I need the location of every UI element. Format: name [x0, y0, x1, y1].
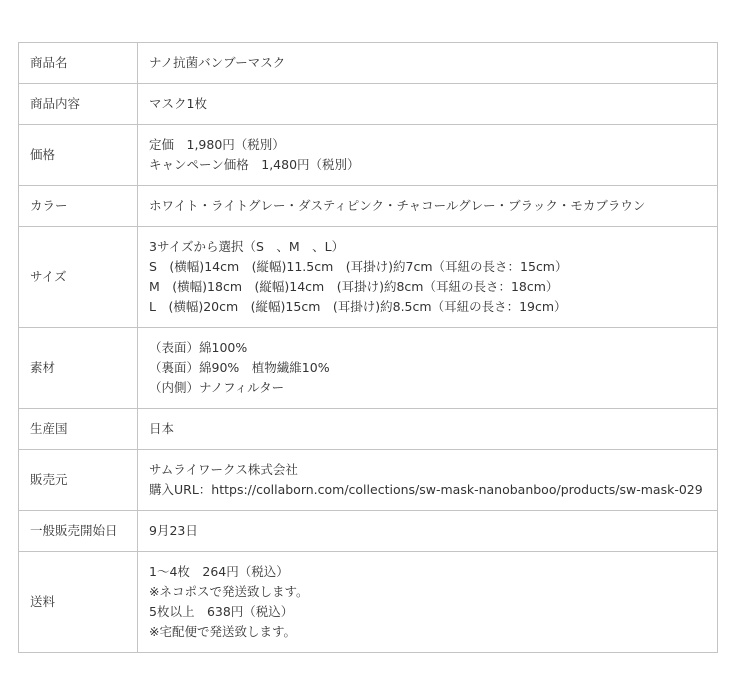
table-row: [19, 84, 718, 125]
row-value: [138, 227, 718, 328]
product-spec-table: [18, 42, 718, 653]
value-line: S (横幅)14cm (縦幅)11.5cm (耳掛け)約7cm（耳紐の長さ：15cm）: [149, 259, 568, 274]
value-line: キャンペーン価格 1,480円（税別）: [149, 157, 360, 172]
purchase-url-text: 購入URL：https://collaborn.com/collections/sw-mask-nanobanboo/products/sw-mask-029: [149, 482, 703, 497]
value-line: ※ネコポスで発送致します。: [149, 584, 309, 599]
value-line: ホワイト・ライトグレー・ダスティピンク・チャコールグレー・ブラック・モカブラウン: [149, 198, 646, 213]
value-line: マスク1枚: [149, 96, 207, 111]
value-line: 5枚以上 638円（税込）: [149, 604, 294, 619]
value-line: ナノ抗菌バンブーマスク: [149, 55, 286, 70]
table-row: [19, 227, 718, 328]
row-label: 商品内容: [19, 84, 138, 125]
table-row: [19, 511, 718, 552]
value-line: （裏面）綿90% 植物繊維10%: [149, 360, 330, 375]
table-row: [19, 125, 718, 186]
row-value: [138, 328, 718, 409]
row-label: 価格: [19, 125, 138, 186]
row-label: カラー: [19, 186, 138, 227]
row-label: 一般販売開始日: [19, 511, 138, 552]
row-value: [138, 450, 718, 511]
row-label: 送料: [19, 552, 138, 653]
row-value: [138, 511, 718, 552]
row-label: 素材: [19, 328, 138, 409]
value-line: 3サイズから選択（S 、M 、L）: [149, 239, 345, 254]
value-line: 1〜4枚 264円（税込）: [149, 564, 289, 579]
row-value: [138, 186, 718, 227]
row-label: サイズ: [19, 227, 138, 328]
table-row: [19, 552, 718, 653]
value-line: ※宅配便で発送致します。: [149, 624, 296, 639]
value-line: 日本: [149, 421, 175, 436]
value-line: L (横幅)20cm (縦幅)15cm (耳掛け)約8.5cm（耳紐の長さ：19cm）: [149, 299, 567, 314]
row-value: [138, 84, 718, 125]
value-line: （表面）綿100%: [149, 340, 248, 355]
row-value: [138, 552, 718, 653]
row-value: [138, 409, 718, 450]
value-line: M (横幅)18cm (縦幅)14cm (耳掛け)約8cm（耳紐の長さ：18cm）: [149, 279, 559, 294]
row-value: [138, 125, 718, 186]
value-line: 9月23日: [149, 523, 198, 538]
row-label: 生産国: [19, 409, 138, 450]
table-row: [19, 409, 718, 450]
table-row: [19, 328, 718, 409]
value-line: （内側）ナノフィルター: [149, 380, 285, 395]
table-row: [19, 450, 718, 511]
table-row: [19, 186, 718, 227]
row-value: [138, 43, 718, 84]
table-row: [19, 43, 718, 84]
value-line: 定価 1,980円（税別）: [149, 137, 285, 152]
value-line: サムライワークス株式会社: [149, 462, 298, 477]
row-label: 商品名: [19, 43, 138, 84]
row-label: 販売元: [19, 450, 138, 511]
